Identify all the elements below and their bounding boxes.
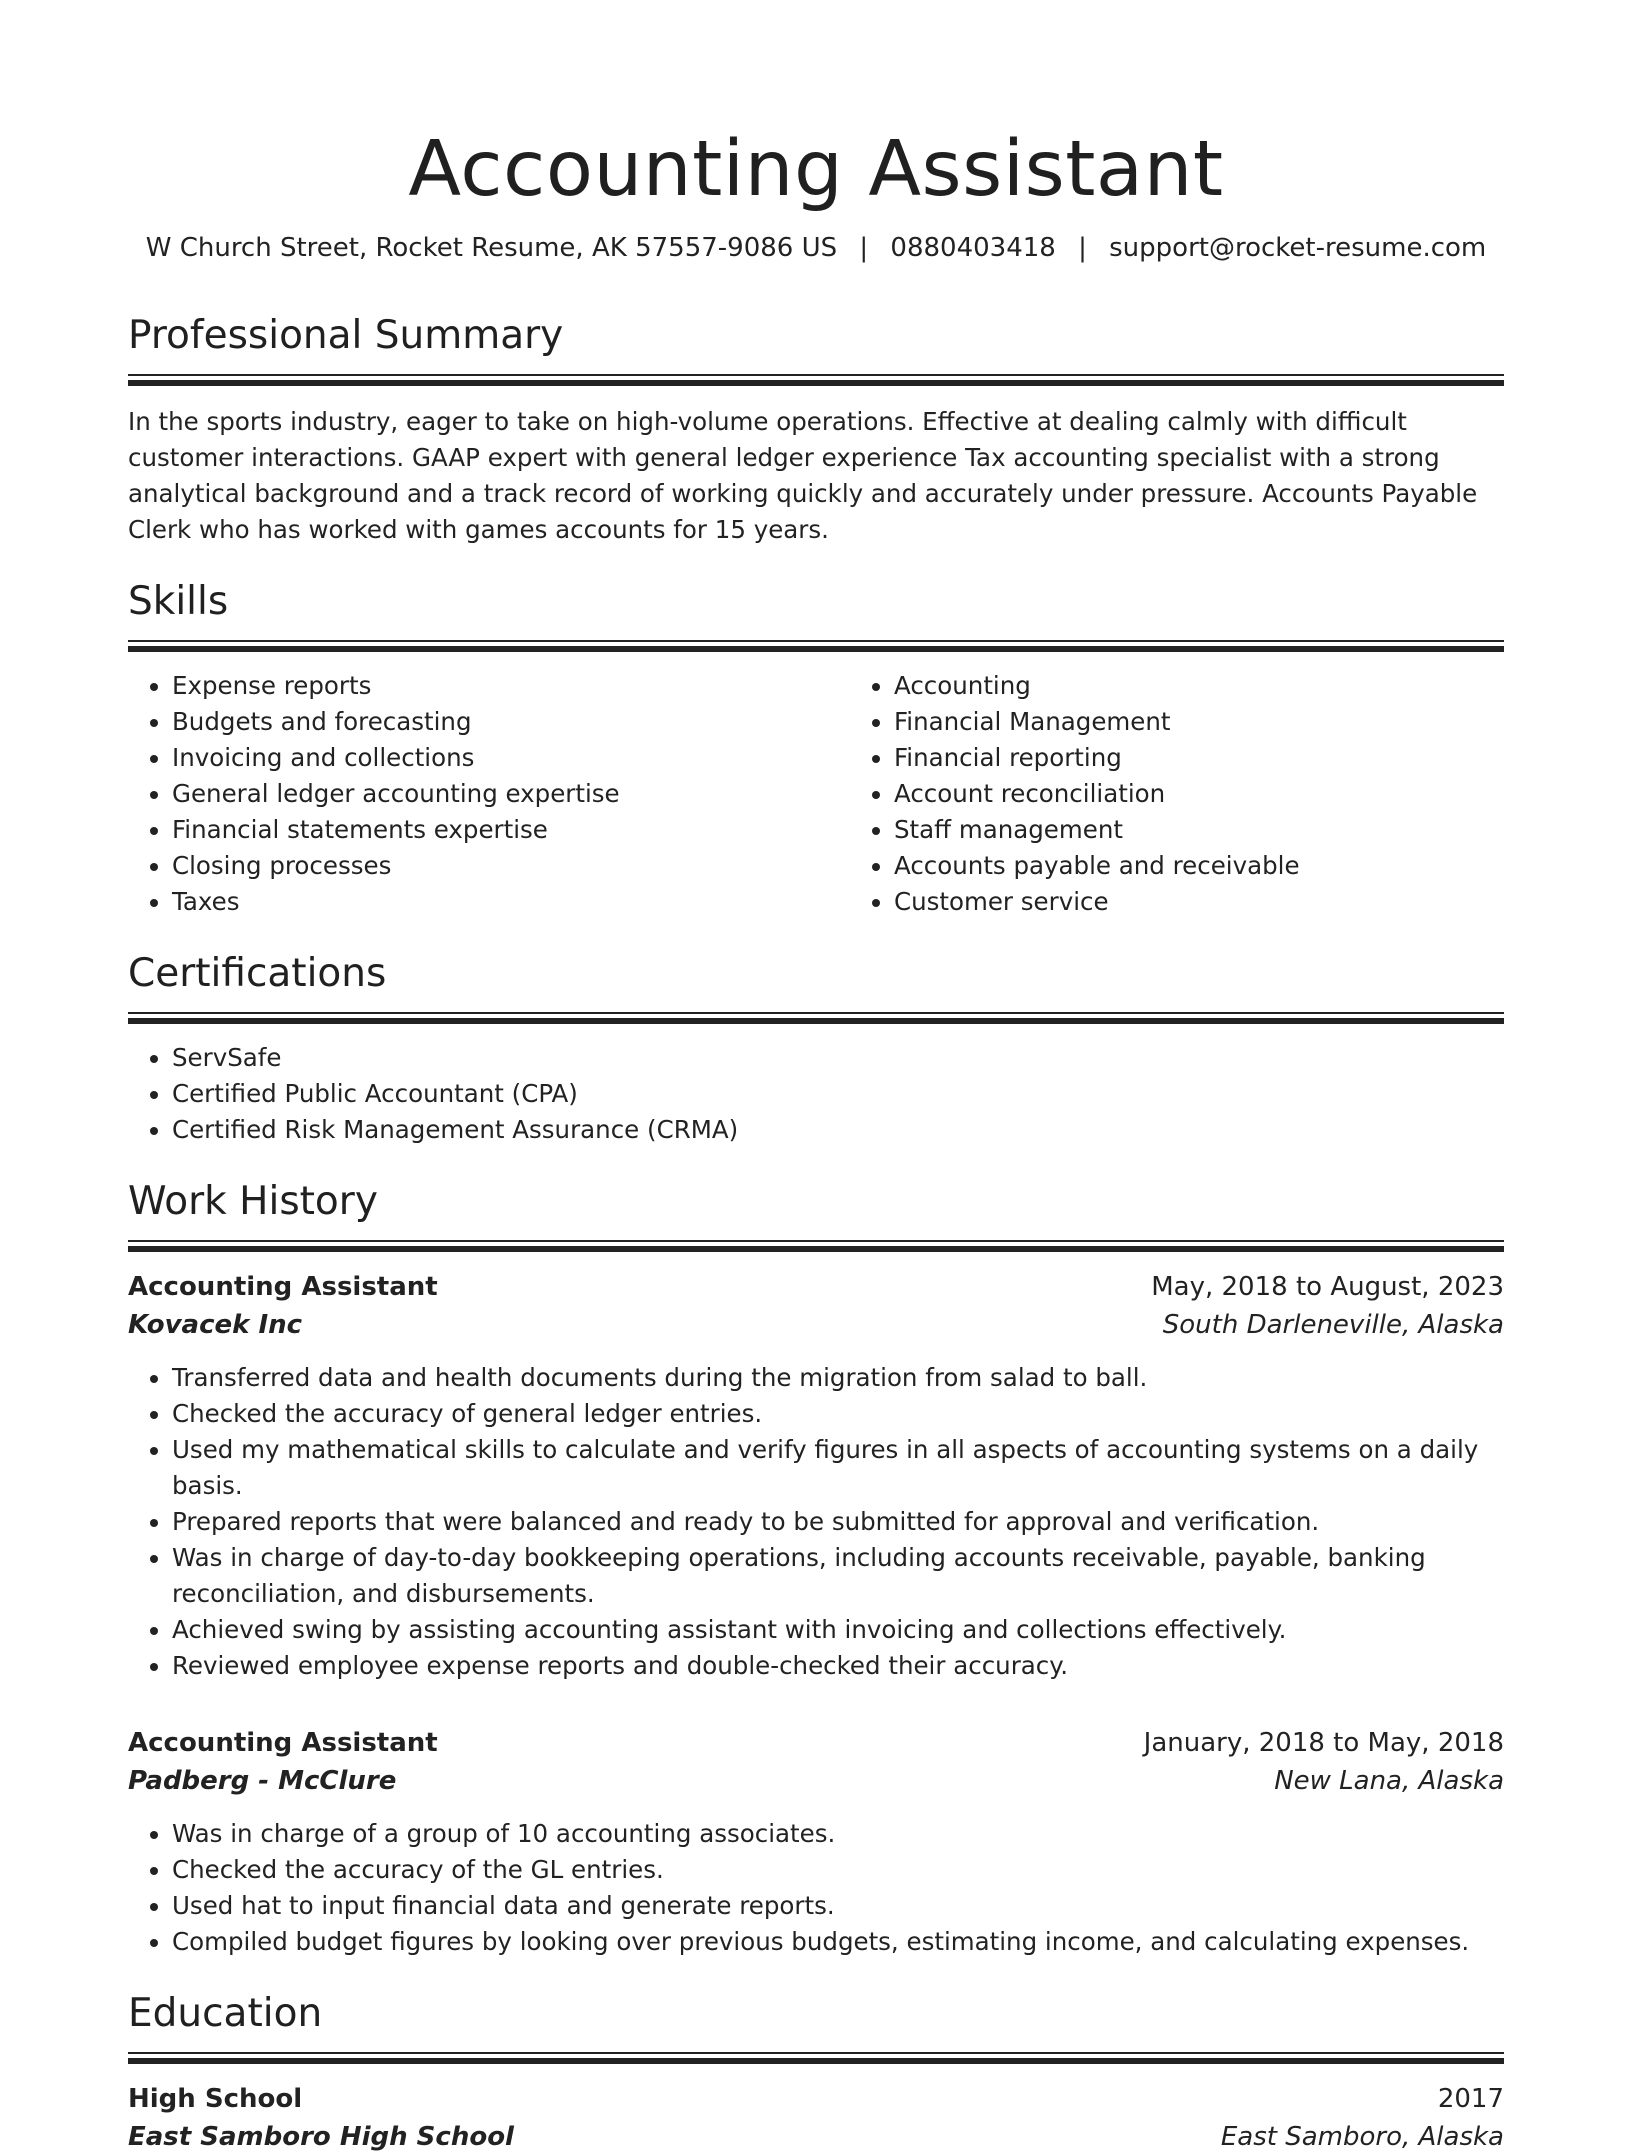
skills-list-left (128, 668, 850, 920)
contact-line (128, 230, 1504, 266)
job-entry (128, 1268, 1504, 1684)
list-item: • Checked the accuracy of the GL entries. (172, 1852, 1504, 1888)
list-item: • Used my mathematical skills to calculate and verify figures in all aspects of accounting systems on a daily basis. (172, 1432, 1504, 1504)
list-item: • General ledger accounting expertise (172, 776, 850, 812)
list-item: • Customer service (894, 884, 1504, 920)
list-item: • Accounts payable and receivable (894, 848, 1504, 884)
education-school: East Samboro High School (128, 2122, 514, 2152)
list-item: • Checked the accuracy of general ledger entries. (172, 1396, 1504, 1432)
list-item: • Invoicing and collections (172, 740, 850, 776)
job-bullets (128, 1360, 1504, 1684)
section-heading: Education (128, 1991, 323, 2036)
education-header-row (128, 2080, 1504, 2118)
job-company-row (128, 1762, 1504, 1800)
education-year: 2017 (1437, 2084, 1504, 2114)
education-entry (128, 2080, 1504, 2156)
list-item: • Achieved swing by assisting accounting assistant with invoicing and collections effectively. (172, 1612, 1504, 1648)
work-history-section (128, 1178, 1504, 1960)
list-item: • Account reconciliation (894, 776, 1504, 812)
list-item: • Compiled budget figures by looking over previous budgets, estimating income, and calculating expenses. (172, 1924, 1504, 1960)
certifications-list (128, 1040, 1504, 1148)
job-bullets (128, 1816, 1504, 1960)
list-item: • Prepared reports that were balanced and ready to be submitted for approval and verification. (172, 1504, 1504, 1540)
contact-address: W Church Street, Rocket Resume, AK 57557-9086 US (145, 233, 838, 263)
skills-list-right (850, 668, 1504, 920)
section-divider (128, 2052, 1504, 2064)
list-item: • Was in charge of day-to-day bookkeeping operations, including accounts receivable, payable, banking reconciliation, and disbursements. (172, 1540, 1504, 1612)
list-item: • Financial Management (894, 704, 1504, 740)
list-item: • Used hat to input financial data and generate reports. (172, 1888, 1504, 1924)
list-item: • Certified Risk Management Assurance (CRMA) (172, 1112, 1504, 1148)
job-header-row (128, 1724, 1504, 1762)
contact-separator: | (1078, 233, 1087, 263)
list-item: • Reviewed employee expense reports and double-checked their accuracy. (172, 1648, 1504, 1684)
section-divider (128, 640, 1504, 652)
section-heading: Certifications (128, 951, 387, 996)
certifications-section (128, 950, 1504, 1148)
list-item: • Closing processes (172, 848, 850, 884)
job-company: Padberg - McClure (128, 1766, 397, 1796)
job-dates: May, 2018 to August, 2023 (1151, 1272, 1504, 1302)
list-item: • Staff management (894, 812, 1504, 848)
job-header-row (128, 1268, 1504, 1306)
section-heading: Skills (128, 579, 229, 624)
list-item: • Certified Public Accountant (CPA) (172, 1076, 1504, 1112)
contact-email: support@rocket-resume.com (1109, 233, 1487, 263)
job-location: South Darleneville, Alaska (1162, 1310, 1504, 1340)
education-section (128, 1990, 1504, 2156)
section-heading: Professional Summary (128, 313, 564, 358)
list-item: • Taxes (172, 884, 850, 920)
skills-columns (128, 668, 1504, 920)
job-entry (128, 1724, 1504, 1960)
education-location: East Samboro, Alaska (1220, 2122, 1504, 2152)
job-title: Accounting Assistant (128, 1272, 438, 1302)
education-school-row (128, 2118, 1504, 2156)
job-company-row (128, 1306, 1504, 1344)
section-divider (128, 374, 1504, 386)
list-item: • Accounting (894, 668, 1504, 704)
list-item: • Budgets and forecasting (172, 704, 850, 740)
job-location: New Lana, Alaska (1274, 1766, 1504, 1796)
job-dates: January, 2018 to May, 2018 (1143, 1728, 1504, 1758)
resume-name: Accounting Assistant (408, 125, 1224, 214)
job-title: Accounting Assistant (128, 1728, 438, 1758)
list-item: • Financial reporting (894, 740, 1504, 776)
contact-phone: 0880403418 (890, 233, 1056, 263)
skills-section (128, 578, 1504, 920)
list-item: • Transferred data and health documents during the migration from salad to ball. (172, 1360, 1504, 1396)
summary-section (128, 312, 1504, 548)
list-item: • Was in charge of a group of 10 accounting associates. (172, 1816, 1504, 1852)
section-divider (128, 1012, 1504, 1024)
section-heading: Work History (128, 1179, 378, 1224)
contact-separator: | (859, 233, 869, 263)
education-degree: High School (128, 2084, 303, 2114)
job-company: Kovacek Inc (128, 1310, 303, 1340)
list-item: • ServSafe (172, 1040, 1504, 1076)
summary-text: In the sports industry, eager to take on high-volume operations. Effective at dealing calmly with difficult customer interactions. GAAP expert with general ledger experience Tax accounting specialist with a strong analytical background and a track record of working quickly and accurately under pressure. Accounts Payable Clerk who has worked with games accounts for 15 years. (128, 407, 1478, 544)
list-item: • Expense reports (172, 668, 850, 704)
section-divider (128, 1240, 1504, 1252)
list-item: • Financial statements expertise (172, 812, 850, 848)
